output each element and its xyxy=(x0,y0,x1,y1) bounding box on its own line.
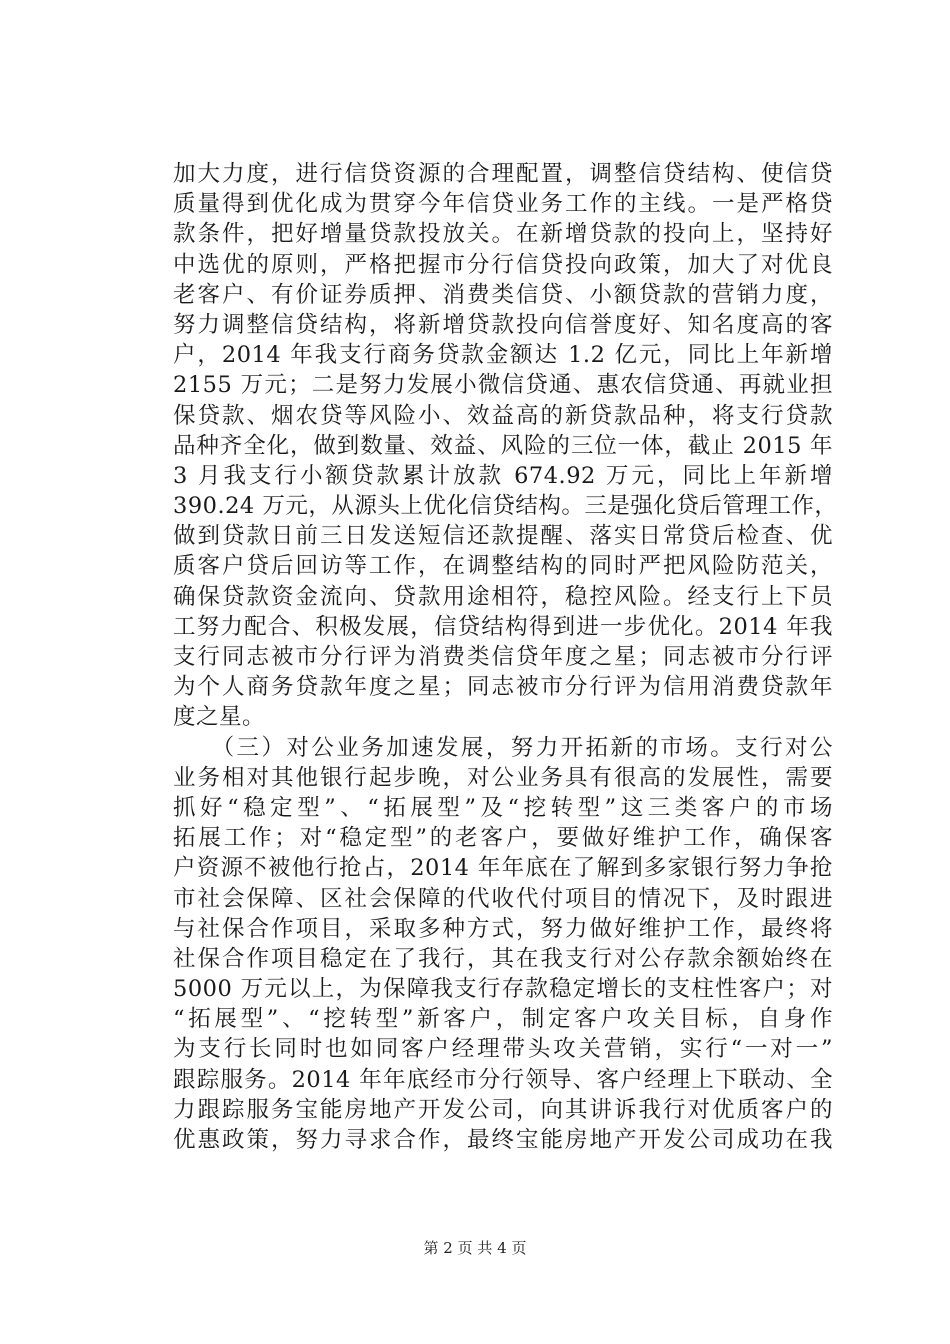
text-line: 款条件，把好增量贷款投放关。在新增贷款的投向上，坚持好 xyxy=(173,221,833,248)
text-line: 中选优的原则，严格把握市分行信贷投向政策，加大了对优良 xyxy=(173,251,833,278)
text-line: 质客户贷后回访等工作，在调整结构的同时严把风险防范关， xyxy=(173,553,833,580)
text-line: 2155 万元；二是努力发展小微信贷通、惠农信贷通、再就业担 xyxy=(173,372,833,399)
text-line: 户资源不被他行抢占，2014 年年底在了解到多家银行努力争抢 xyxy=(173,855,833,882)
text-line: 5000 万元以上，为保障我支行存款稳定增长的支柱性客户；对 xyxy=(173,976,833,1003)
text-line: 保贷款、烟农贷等风险小、效益高的新贷款品种，将支行贷款 xyxy=(173,402,833,429)
body-text xyxy=(173,159,838,1155)
text-line: 确保贷款资金流向、贷款用途相符，稳控风险。经支行上下员 xyxy=(173,583,833,610)
text-line: 品种齐全化，做到数量、效益、风险的三位一体，截止 2015 年 xyxy=(173,432,833,459)
text-line: 质量得到优化成为贯穿今年信贷业务工作的主线。一是严格贷 xyxy=(173,191,833,218)
text-line: 老客户、有价证券质押、消费类信贷、小额贷款的营销力度， xyxy=(173,281,833,308)
text-line: 努力调整信贷结构，将新增贷款投向信誉度好、知名度高的客 xyxy=(173,311,833,338)
text-line: 度之星。 xyxy=(173,704,266,731)
text-line: 优惠政策，努力寻求合作，最终宝能房地产开发公司成功在我 xyxy=(173,1127,833,1153)
text-line: 390.24 万元，从源头上优化信贷结构。三是强化贷后管理工作， xyxy=(173,493,838,520)
text-line: 市社会保障、区社会保障的代收代付项目的情况下，及时跟进 xyxy=(173,885,833,912)
text-line: 与社保合作项目，采取多种方式，努力做好维护工作，最终将 xyxy=(173,915,833,942)
text-line: 户，2014 年我支行商务贷款金额达 1.2 亿元，同比上年新增 xyxy=(173,342,833,369)
text-line: 为支行长同时也如同客户经理带头攻关营销，实行“一对一” xyxy=(173,1036,833,1063)
text-line: （三）对公业务加速发展，努力开拓新的市场。支行对公 xyxy=(173,734,833,761)
text-line: 3 月我支行小额贷款累计放款 674.92 万元，同比上年新增 xyxy=(173,462,833,489)
text-line: 支行同志被市分行评为消费类信贷年度之星；同志被市分行评 xyxy=(173,644,833,670)
text-line: 力跟踪服务宝能房地产开发公司，向其讲诉我行对优质客户的 xyxy=(173,1096,833,1123)
text-line: 做到贷款日前三日发送短信还款提醒、落实日常贷后检查、优 xyxy=(173,523,833,550)
page-footer: 第 2 页 共 4 页 xyxy=(423,1239,527,1257)
text-line: 加大力度，进行信贷资源的合理配置，调整信贷结构、使信贷 xyxy=(173,161,833,187)
text-line: 拓展工作；对“稳定型”的老客户，要做好维护工作，确保客 xyxy=(173,825,833,852)
text-line: 工努力配合、积极发展，信贷结构得到进一步优化。2014 年我 xyxy=(173,613,833,640)
text-line: 社保合作项目稳定在了我行，其在我支行对公存款余额始终在 xyxy=(173,945,833,972)
text-line: 跟踪服务。2014 年年底经市分行领导、客户经理上下联动、全 xyxy=(173,1066,833,1093)
text-line: “拓展型”、“挖转型”新客户，制定客户攻关目标，自身作 xyxy=(173,1006,833,1033)
text-line: 为个人商务贷款年度之星；同志被市分行评为信用消费贷款年 xyxy=(173,674,833,701)
text-line: 抓好“稳定型”、“拓展型”及“挖转型”这三类客户的市场 xyxy=(173,794,833,821)
text-line: 业务相对其他银行起步晚，对公业务具有很高的发展性，需要 xyxy=(173,764,833,791)
